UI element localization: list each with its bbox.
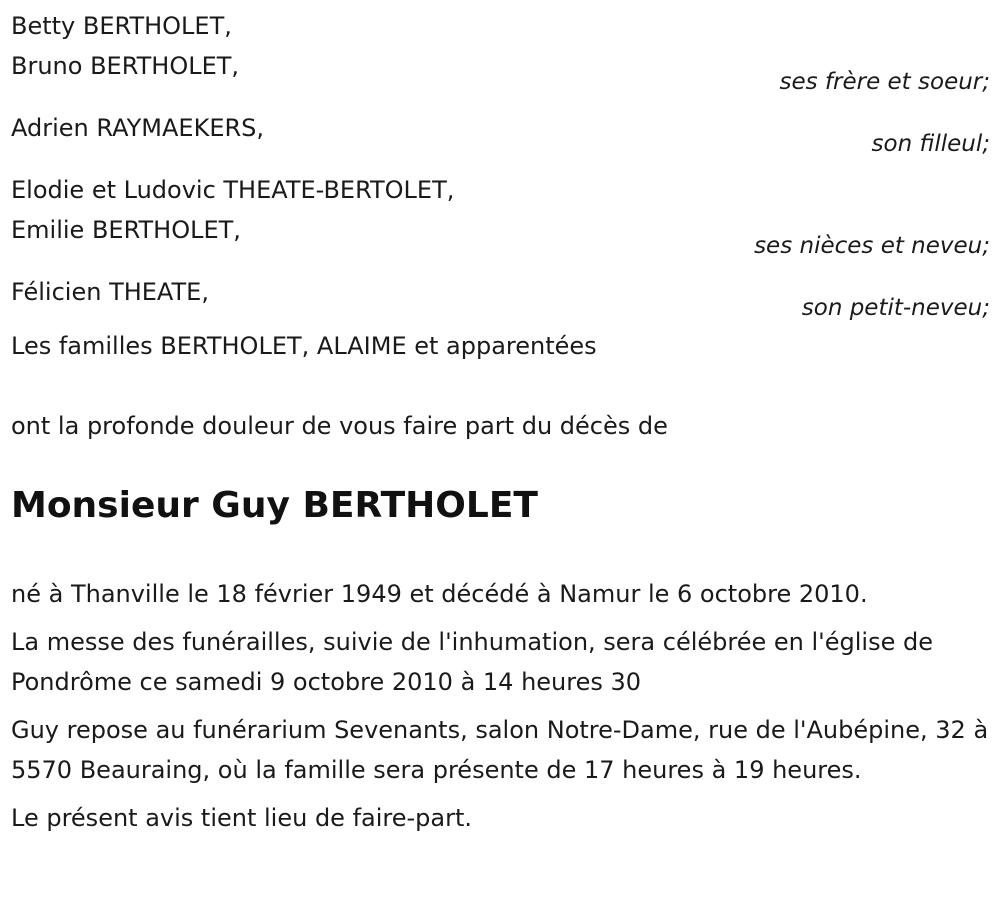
- relation-label: son petit-neveu;: [801, 295, 990, 321]
- relation-label: ses nièces et neveu;: [754, 233, 990, 259]
- mourner-name: Bruno BERTHOLET,: [11, 52, 240, 80]
- mourner-name: Emilie BERTHOLET,: [11, 216, 241, 244]
- relation-label: ses frère et soeur;: [779, 69, 990, 95]
- mourner-group-nieces-nephew: [11, 170, 990, 258]
- families-line: Les familles BERTHOLET, ALAIME et apparentées: [11, 332, 597, 360]
- mourner-name: Adrien RAYMAEKERS,: [11, 114, 265, 142]
- mourner-name: Betty BERTHOLET,: [11, 12, 232, 40]
- funeral-text: La messe des funérailles, suivie de l'inhumation, sera célébrée en l'église de Pondrôme ce samedi 9 octobre 2010 à 14 heures 30: [11, 628, 933, 696]
- deceased-name: Monsieur Guy BERTHOLET: [11, 485, 538, 526]
- mourner-group-godson: [11, 108, 990, 156]
- mourner-name: Elodie et Ludovic THEATE-BERTOLET,: [11, 176, 455, 204]
- mourner-name: Félicien THEATE,: [11, 278, 209, 306]
- rest-location-text: Guy repose au funérarium Sevenants, salon Notre-Dame, rue de l'Aubépine, 32 à 5570 Beauraing, où la famille sera présente de 17 heures à 19 heures.: [11, 716, 989, 784]
- notice-text: Le présent avis tient lieu de faire-part.: [11, 804, 473, 832]
- announcement-text: ont la profonde douleur de vous faire part du décès de: [11, 412, 668, 440]
- mourner-group-siblings: [11, 0, 990, 94]
- obituary-notice: [11, 0, 990, 838]
- birth-death-text: né à Thanville le 18 février 1949 et décédé à Namur le 6 octobre 2010.: [11, 580, 868, 608]
- mourner-group-grandnephew: [11, 272, 990, 320]
- relation-label: son filleul;: [871, 131, 990, 157]
